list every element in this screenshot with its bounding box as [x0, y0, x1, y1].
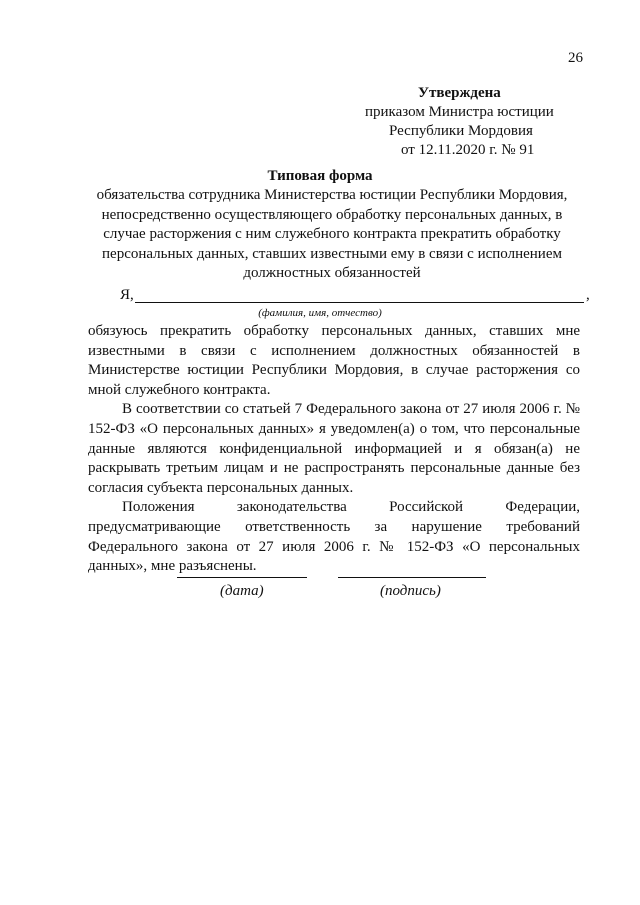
subtitle-line: должностных обязанностей — [243, 265, 421, 281]
subtitle-line: непосредственно осуществляющего обработку персональных данных, в — [101, 206, 563, 223]
document-body — [88, 322, 580, 577]
signature-block — [0, 563, 640, 603]
full-name-hint: (фамилия, имя, отчество) — [258, 307, 382, 319]
name-prefix: Я, — [120, 287, 134, 303]
paragraph-notification: В соответствии со статьей 7 Федерального закона от 27 июля 2006 г. № 152-ФЗ «О персональных данных» я уведомлен(а) о том, что персональные данные являются конфиденциальной информацией и я обязан(а) не раскрывать третьим лицам и не распространять персональные данные без согласия субъекта персональных данных. — [88, 401, 580, 496]
document-subtitle — [88, 186, 576, 284]
full-name-blank-line[interactable] — [135, 302, 584, 303]
approval-stamp — [365, 84, 595, 160]
subtitle-line: обязательства сотрудника Министерства юстиции Республики Мордовия, — [96, 187, 568, 203]
signature-label: (подпись) — [380, 583, 441, 599]
page-number: 26 — [568, 50, 583, 66]
signature-blank-line[interactable] — [338, 577, 486, 578]
date-label: (дата) — [220, 583, 264, 599]
date-blank-line[interactable] — [177, 577, 307, 578]
subtitle-line: персональных данных, ставших известными ему в связи с исполнением — [102, 245, 562, 262]
name-suffix: , — [586, 287, 590, 303]
full-name-field-row — [120, 287, 590, 307]
paragraph-liability: Положения законодательства Российской Федерации, предусматривающие ответственность за нарушение требований Федерального закона от 27 июля 2006 г. № 152-ФЗ «О персональных данных», мне разъяснены. — [88, 499, 580, 575]
subtitle-line: случае расторжения с ним служебного контракта прекратить обработку — [103, 226, 561, 242]
approval-heading: Утверждена — [418, 85, 501, 101]
document-title: Типовая форма — [267, 168, 373, 184]
paragraph-obligation: обязуюсь прекратить обработку персональных данных, ставших мне известными в связи с исполнением должностных обязанностей в Министерстве юстиции Республики Мордовия, в случае расторжения со мной служебного контракта. — [88, 323, 580, 398]
approval-line: от 12.11.2020 г. № 91 — [401, 142, 535, 158]
approval-line: Республики Мордовия — [389, 123, 533, 139]
approval-line: приказом Министра юстиции — [365, 104, 554, 120]
